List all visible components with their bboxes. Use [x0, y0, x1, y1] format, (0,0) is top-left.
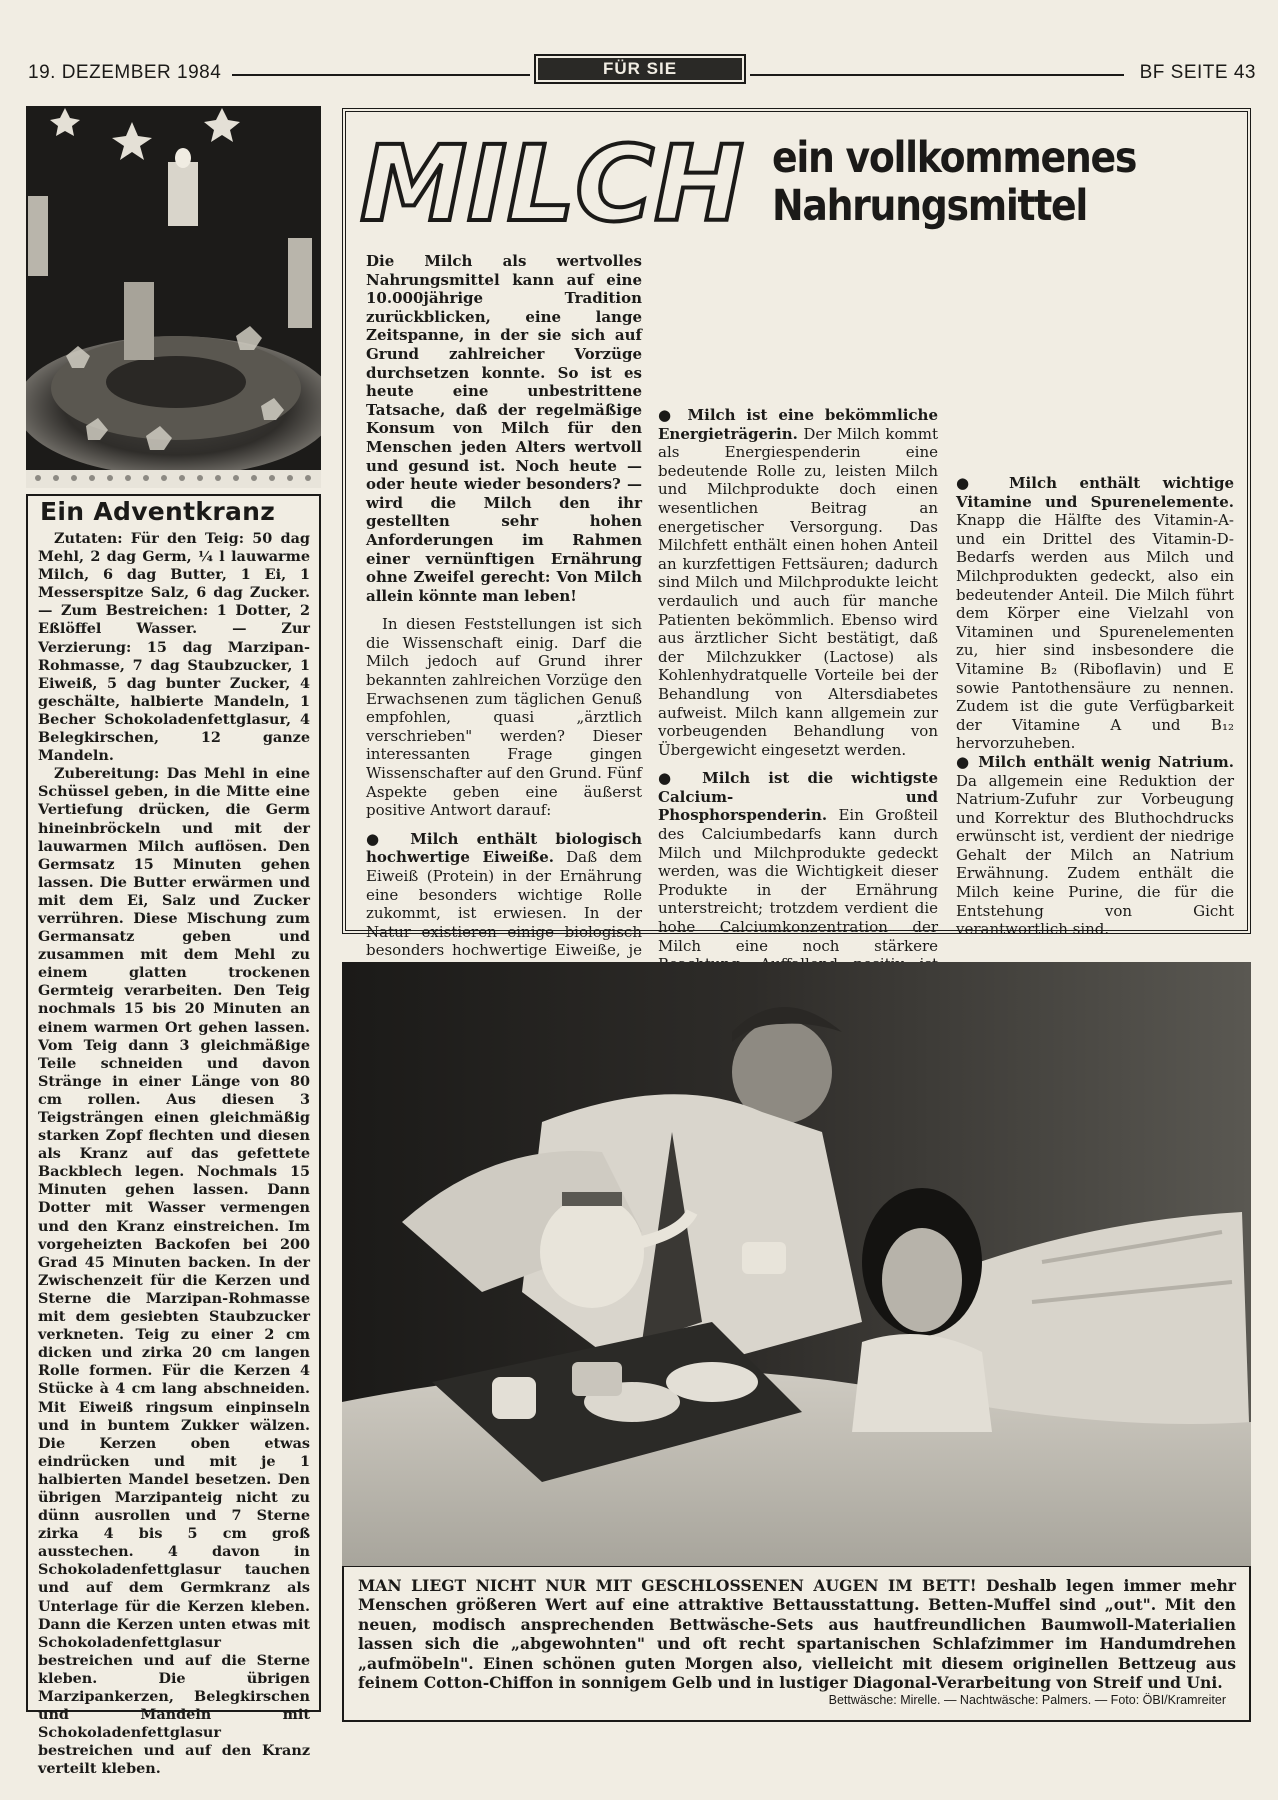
- point-4: [956, 474, 1234, 753]
- point-4-text: Knapp die Hälfte des Vitamin-A- und ein Drittel des Vitamin-D-Bedarfs werden aus Milch und Milchprodukten gedeckt, also ein bedeutender Anteil. Die Milch führt dem Körper eine Vielzahl von Vitaminen und Spurenelementen zu, hier sind insbesondere die Vitamine B₂ (Riboflavin) und E sowie Pantothensäure zu nennen. Zudem ist die gute Verfügbarkeit der Vitamine A und B₁₂ hervorzuheben.: [956, 511, 1234, 753]
- photo-credit: Bettwäsche: Mirelle. — Nachtwäsche: Palmers. — Foto: ÖBI/Kramreiter: [828, 1693, 1226, 1707]
- recipe-title: Ein Adventkranz: [40, 497, 276, 526]
- ingredients-label: Zutaten:: [54, 530, 123, 547]
- photo-caption: MAN LIEGT NICHT NUR MIT GESCHLOSSENEN AUGEN IM BETT! Deshalb legen immer mehr Menschen größeren Wert auf eine attraktive Bettausstattung. Betten-Muffel sind „out". Mit den neuen, modisch ansprechenden Bettwäsche-Sets aus hautfreundlichen Baumwoll-Materialien lassen sich die „abgewohnten" und oft recht spartanischen Schlafzimmer im Handumdrehen „aufmöbeln". Einen schönen guten Morgen also, vielleicht mit diesem originellen Bettzeug aus feinem Cotton-Chiffon in sonnigem Gelb und in lustiger Diagonal-Verarbeitung von Streif und Uni.: [358, 1576, 1236, 1693]
- point-5-head: ● Milch enthält wenig Natrium.: [956, 752, 1234, 771]
- point-1-text: Daß dem Eiweiß (Protein) in der Ernährung eine besonders wichtige Rolle zukommt, ist erwiesen. In der Natur existieren einige biologisch besonders hochwertige Eiweiße, je: [366, 848, 642, 960]
- header-rule-right: [750, 74, 1124, 76]
- headline-line-2: Nahrungsmittel: [772, 181, 1088, 231]
- ingredients-text: Für den Teig: 50 dag Mehl, 2 dag Germ, ¼ l lauwarme Milch, 6 dag Butter, 1 Ei, 1 Messerspitze Salz, 6 dag Zucker. — Zum Bestreichen: 1 Dotter, 2 Eßlöffel Wasser. — Zur Verzierung: 15 dag Marzipan-Rohmasse, 7 dag Staubzucker, 1 Eiweiß, 5 dag bunter Zucker, 4 geschälte, halbierte Mandeln, 1 Becher Schokoladenfettglasur, 4 Belegkirschen, 12 ganze Mandeln.: [38, 530, 310, 765]
- advent-wreath-photo: [26, 106, 321, 488]
- point-2: [658, 406, 938, 759]
- preparation-text: Das Mehl in eine Schüssel geben, in die Mitte eine Vertiefung drücken, die Germ hineinbröckeln und mit der lauwarmen Milch auflösen. Den Germsatz 15 Minuten gehen lassen. Die Butter erwärmen und mit dem Ei, Salz und Zucker verrühren. Diese Mischung zum Germansatz geben und zusammen mit dem Mehl zu einem glatten trockenen Germteig verarbeiten. Den Teig nochmals 15 bis 20 Minuten an einem warmen Ort gehen lassen. Vom Teig dann 3 gleichmäßige Teile schneiden und davon Stränge in einer Länge von 80 cm rollen. Aus diesen 3 Teigsträngen einen gleichmäßig starken Zopf flechten und diesen als Kranz auf das gefettete Backblech legen. Nochmals 15 Minuten gehen lassen. Dann Dotter mit Wasser vermengen und den Kranz einstreichen. Im vorgeheizten Backofen bei 200 Grad 45 Minuten backen. In der Zwischenzeit für die Kerzen und Sterne die Marzipan-Rohmasse mit dem gesiebten Staubzucker verkneten. Teig zu einer 2 cm dicken und zirka 20 cm langen Rolle formen. Für die Kerzen 4 Stücke à 4 cm lang abschneiden. Mit Eiweiß ringsum einpinseln und in buntem Zukker wälzen. Die Kerzen oben etwas eindrücken und mit je 1 halbierten Mandel besetzen. Den übrigen Marzipanteig nicht zu dünn ausrollen und 7 Sterne zirka 4 bis 5 cm groß ausstechen. 4 davon in Schokoladenfettglasur tauchen und auf dem Germkranz als Unterlage für die Kerzen kleben. Dann die Kerzen unten etwas mit Schokoladenfettglasur bestreichen und auf die Sterne kleben. Die übrigen Marzipankerzen, Belegkirschen und Mandeln mit Schokoladenfettglasur bestreichen und auf den Kranz verteilt kleben.: [38, 765, 310, 1778]
- breakfast-in-bed-photo: [342, 962, 1251, 1566]
- headline-subtitle: [772, 134, 1136, 230]
- header-rule-left: [232, 74, 530, 76]
- section-label-text: FÜR SIE: [538, 58, 742, 80]
- point-4-head: ● Milch enthält wichtige Vitamine und Spurenelemente.: [956, 474, 1234, 511]
- point-1-head: ● Milch enthält biologisch hochwertige Eiweiße.: [366, 829, 642, 867]
- page-number: BF SEITE 43: [1139, 62, 1256, 83]
- issue-date: 19. DEZEMBER 1984: [28, 62, 222, 83]
- article-lead: Die Milch als wertvolles Nahrungsmittel kann auf eine 10.000jährige Tradition zurückblicken, eine lange Zeitspanne, in der sie sich auf Grund zahlreicher Vorzüge durchsetzen konnte. So ist es heute eine unbestrittene Tatsache, daß der regelmäßige Konsum von Milch für den Menschen jeden Alters wertvoll und gesund ist. Noch heute — oder heute wieder besonders? — wird die Milch den ihr gestellten sehr hohen Anforderungen im Rahmen einer vernünftigen Ernährung ohne Zweifel gerecht: Von Milch allein könnte man leben!: [366, 252, 642, 605]
- breakfast-in-bed-illustration: [342, 962, 1251, 1566]
- article-column-1: [366, 252, 642, 1053]
- point-3-text: Ein Großteil des Calciumbedarfs kann durch Milch und Milchprodukte gedeckt werden, was die Wichtigkeit dieser Produkte in der Ernährung unterstreicht; trotzdem verdient die hohe Calciumkonzentration der Milch eine noch stärkere: [658, 806, 938, 955]
- section-label: [534, 54, 746, 84]
- recipe-preparation: [38, 765, 310, 1778]
- article-column-3: [956, 474, 1234, 939]
- advent-wreath-illustration: [26, 106, 321, 488]
- recipe-ingredients: [38, 530, 310, 765]
- point-5: [956, 753, 1234, 939]
- point-2-text: Der Milch kommt als Energiespenderin eine bedeutende Rolle zu, leisten Milch und Milchprodukte doch einen wesentlichen Beitrag an energetischer Versorgung. Das Milchfett enthält einen hohen Anteil an kurzfettigen Fettsäuren; dadurch sind Milch und Milchprodukte leicht verdaulich und auch für manche Patienten bekömmlich. Ebenso wird aus ärztlicher Sicht bestätigt, daß der Milchzukker (Lactose) als Kohlenhydratquelle Vorteile bei der Behandlung von Altersdiabetes aufweist. Milch kann allgemein zur vorbeugenden Behandlung von Übergewicht eingesetzt werden.: [658, 424, 938, 759]
- point-3-head: ● Milch ist die wichtigste Calcium- und Phosphorspenderin.: [658, 769, 938, 825]
- point-5-text: Da allgemein eine Reduktion der Natrium-Zufuhr zur Vorbeugung und Korrektur des Bluthochdrucks erwünscht ist, verdient der niedrige Gehalt der Milch an Natrium Erwähnung. Zudem enthält die Milch keine Purine, die für die Entstehung von Gicht verantwortlich sind.: [956, 771, 1234, 939]
- recipe-text: [38, 530, 310, 1778]
- article-intro: In diesen Feststellungen ist sich die Wissenschaft einig. Darf die Milch jedoch auf Grund ihrer bekannten zahlreichen Vorzüge den Erwachsenen zum täglichen Genuß empfohlen, quasi „ärztlich verschrieben" werden? Dieser interessanten Frage gingen Wissenschafter auf den Grund. Fünf Aspekte geben eine äußerst positive Antwort darauf:: [366, 615, 642, 820]
- point-2-head: ● Milch ist eine bekömmliche Energieträgerin.: [658, 406, 938, 443]
- headline-line-1: ein vollkommenes: [772, 133, 1137, 183]
- preparation-label: Zubereitung:: [54, 765, 160, 783]
- headline-milch-word: MILCH: [360, 126, 744, 234]
- headline-milch: [356, 126, 748, 234]
- headline-milch-outline: [356, 126, 748, 234]
